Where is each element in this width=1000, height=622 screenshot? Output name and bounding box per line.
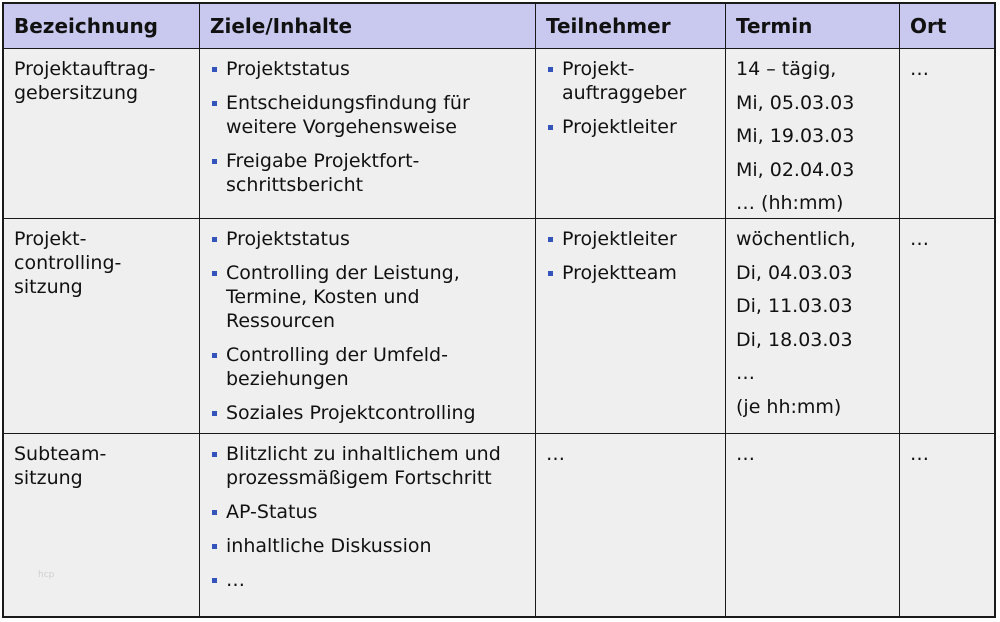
row-3-teilnehmer: …	[536, 434, 726, 616]
termin-line: Di, 18.03.03	[736, 328, 853, 351]
list-item: Projektstatus	[210, 227, 525, 251]
header-bezeichnung: Bezeichnung	[4, 4, 200, 49]
row-2-bezeichnung: Projekt- controlling- sitzung	[4, 219, 200, 434]
termin-line: …	[736, 362, 755, 384]
list-item: Projekt- auftraggeber	[546, 57, 715, 105]
list-item: Freigabe Projektfort- schrittsbericht	[210, 149, 525, 197]
row-1-teilnehmer	[536, 49, 726, 219]
termin-line: 14 – tägig,	[736, 58, 837, 80]
list-item: AP-Status	[210, 500, 525, 524]
list-item: Entscheidungsfindung für weitere Vorgehensweise	[210, 91, 525, 139]
list-item: inhaltliche Diskussion	[210, 534, 525, 558]
row-2-teilnehmer	[536, 219, 726, 434]
row-1-bezeichnung: Projektauftrag- gebersitzung	[4, 49, 200, 219]
list-item: Controlling der Leistung, Termine, Kosten und Ressourcen	[210, 261, 525, 333]
watermark: hcp	[38, 570, 55, 580]
row-2-ziele	[200, 219, 536, 434]
list-item: Projektleiter	[546, 115, 715, 139]
row-3-termin: …	[726, 434, 900, 616]
termin-line: Mi, 19.03.03	[736, 125, 855, 147]
row-3-ort: …	[910, 443, 929, 465]
row-1-ort: …	[900, 49, 994, 219]
header-ziele-inhalte: Ziele/Inhalte	[200, 4, 536, 49]
termin-line: Di, 11.03.03	[736, 295, 853, 317]
row-3-bezeichnung: Subteam- sitzung	[4, 434, 200, 616]
list-item: Projektstatus	[210, 57, 525, 81]
header-teilnehmer: Teilnehmer	[536, 4, 726, 49]
list-item: …	[210, 568, 525, 592]
row-1-termin	[726, 49, 900, 219]
row-1-ziele	[200, 49, 536, 219]
termin-line: (je hh:mm)	[736, 395, 842, 418]
header-termin: Termin	[726, 4, 900, 49]
termin-line: Di, 04.03.03	[736, 261, 853, 284]
row-3-ziele	[200, 434, 536, 616]
row-2-ort: …	[900, 219, 994, 434]
list-item: Soziales Projektcontrolling	[210, 401, 525, 425]
meeting-table	[2, 2, 996, 618]
termin-line: … (hh:mm)	[736, 192, 844, 214]
list-item: Projektleiter	[546, 227, 715, 251]
header-ort: Ort	[900, 4, 994, 49]
termin-line: wöchentlich,	[736, 228, 856, 250]
list-item: Blitzlicht zu inhaltlichem und prozessmäßigem Fortschritt	[210, 442, 525, 490]
row-2-termin	[726, 219, 900, 434]
list-item: Projektteam	[546, 261, 715, 285]
termin-line: Mi, 05.03.03	[736, 91, 855, 114]
termin-line: Mi, 02.04.03	[736, 158, 855, 181]
list-item: Controlling der Umfeld- beziehungen	[210, 343, 525, 391]
